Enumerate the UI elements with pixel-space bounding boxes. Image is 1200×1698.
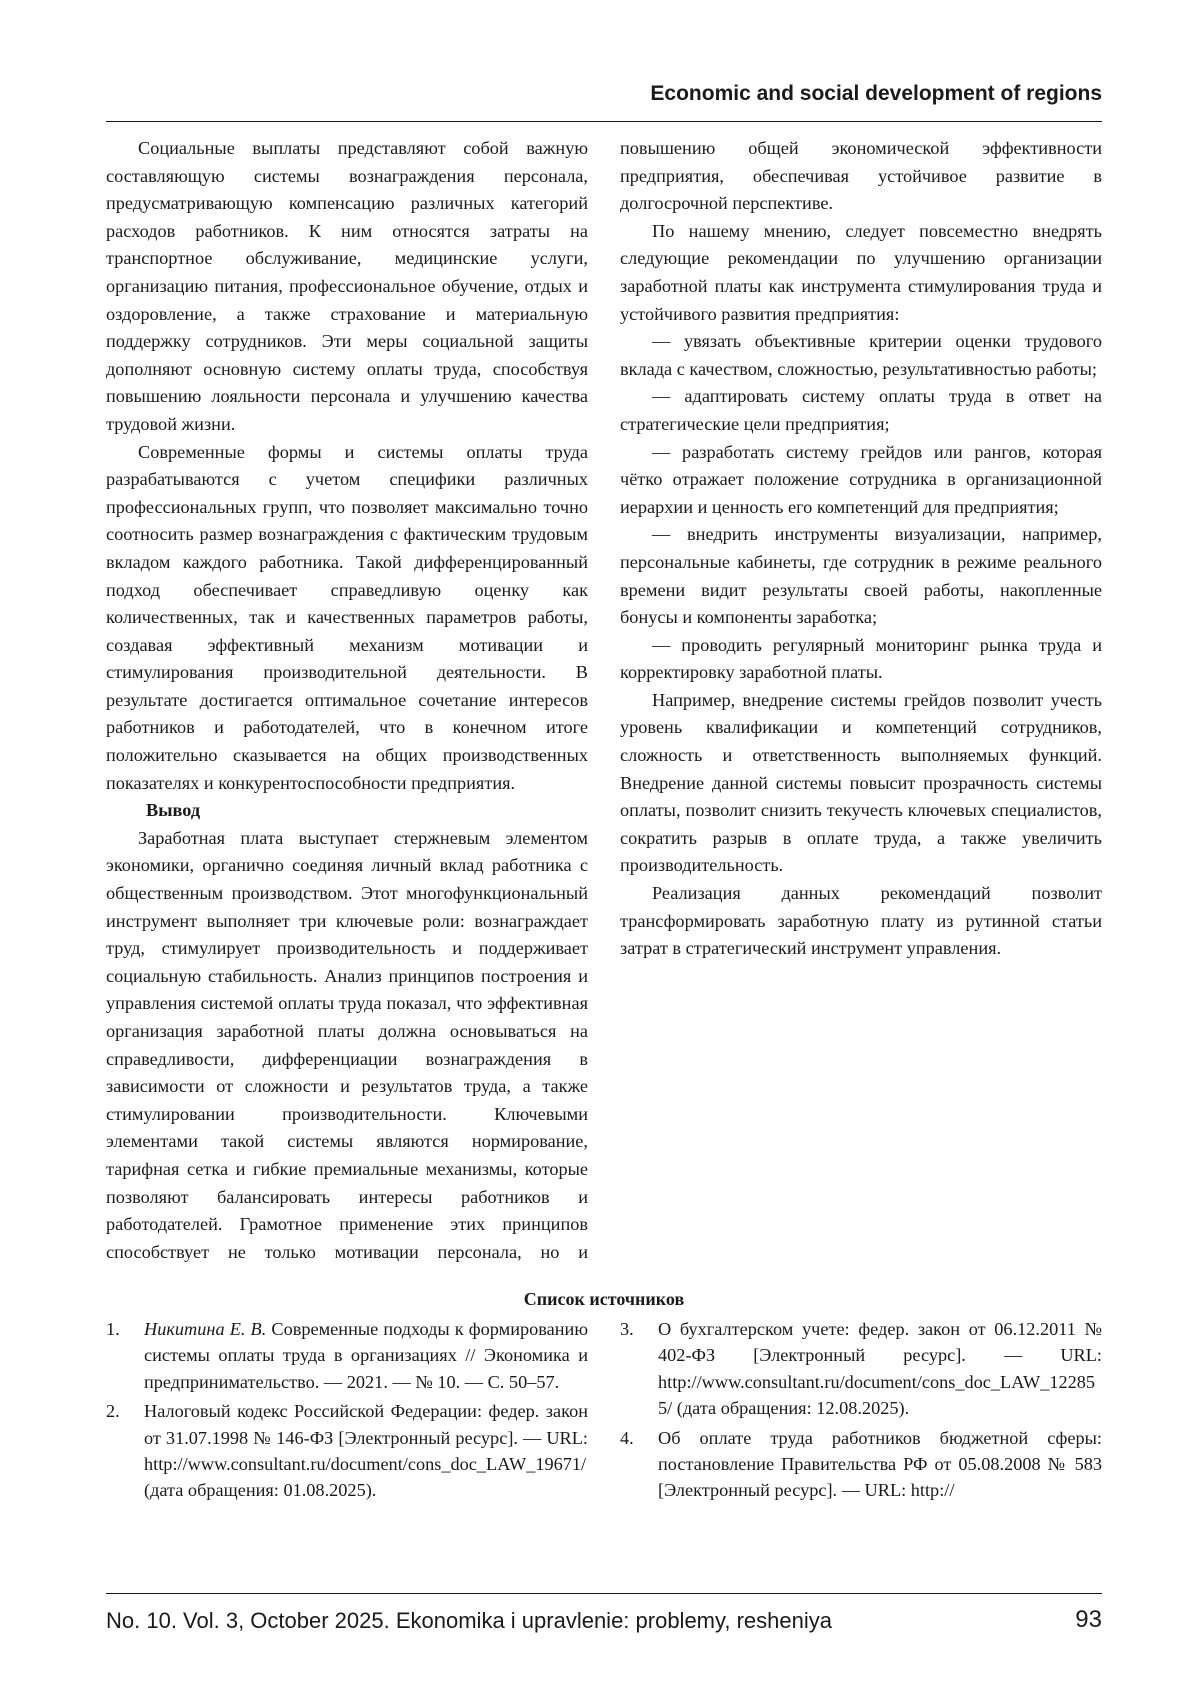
- reference-text: Современные подходы к формированию системы оплаты труда в организациях // Экономика и предпринимательство. — 2021. — № 10. — С. 50–57.: [144, 1319, 588, 1392]
- reference-text: Налоговый кодекс Российской Федерации: федер. закон от 31.07.1998 № 146-ФЗ [Электронный ресурс]. — URL: http://www.consultant.ru/document/cons_doc_LAW_19671/ (дата обращения: 01.08.2025).: [144, 1401, 588, 1501]
- conclusion-paragraph: Заработная плата выступает стержневым элементом экономики, органично соединяя личный вклад работника с общественным производством. Этот многофункциональный инструмент выполняет три ключевые роли: вознаграждает труд, стимулирует производительность и поддерживает социальную стабильность. Анализ принципов построения и управления системой оплаты труда показал, что эффективная организация заработной платы должна основываться на справедливости, дифференциации вознаграждения в зависимости от сложности и результатов труда, а также стимулировании производительности. Ключевыми элементами такой системы являются нормирование, тарифная сетка и гибкие премиальные механизмы, которые позволяют балансировать интересы работников и работодателей. Грамотное применение этих принципов способствует не только мотивации персонала, но и повышению общей экономической эффективности предприятия, обеспечивая устойчивое развитие в долгосрочной перспективе.: [106, 138, 1102, 1262]
- reference-number: 2.: [106, 1401, 120, 1422]
- references-list-right: [620, 1316, 1102, 1507]
- footer-citation: No. 10. Vol. 3, October 2025. Ekonomika i upravlenie: problemy, resheniya: [106, 1608, 832, 1633]
- recommendation-item: — проводить регулярный мониторинг рынка труда и корректировку заработной платы.: [620, 634, 1102, 683]
- closing-paragraph: Реализация данных рекомендаций позволит трансформировать заработную плату из рутинной статьи затрат в стратегический инструмент управления.: [620, 883, 1102, 959]
- conclusion-heading: Вывод: [146, 800, 201, 821]
- article-body: [106, 135, 1102, 1278]
- reference-item: [620, 1425, 1102, 1504]
- reference-text: Об оплате труда работников бюджетной сферы: постановление Правительства РФ от 05.08.2008 № 583 [Электронный ресурс]. — URL: http://: [658, 1427, 1102, 1501]
- reference-item: [106, 1398, 588, 1504]
- reference-number: 4.: [620, 1427, 634, 1448]
- recommendation-item: — внедрить инструменты визуализации, например, персональные кабинеты, где сотрудник в режиме реального времени видит результаты своей работы, накопленные бонусы и компоненты заработка;: [620, 524, 1102, 628]
- recommendation-item: — увязать объективные критерии оценки трудового вклада с качеством, сложностью, результативностью работы;: [620, 331, 1102, 379]
- recommendation-item: — адаптировать систему оплаты труда в ответ на стратегические цели предприятия;: [620, 386, 1102, 434]
- closing-paragraph: Например, внедрение системы грейдов позволит учесть уровень квалификации и компетенций сотрудников, сложность и ответственность выполняемых функций. Внедрение данной системы повысит прозрачность системы оплаты, позволит снизить текучесть ключевых специалистов, сократить разрыв в оплате труда, а также увеличить производительность.: [620, 689, 1102, 876]
- reference-number: 3.: [620, 1319, 634, 1339]
- conclusion-paragraph: По нашему мнению, следует повсеместно внедрять следующие рекомендации по улучшению организации заработной платы как инструмента стимулирования труда и устойчивого развития предприятия:: [620, 220, 1102, 324]
- reference-number: 1.: [106, 1319, 120, 1339]
- references-list-left: [106, 1316, 588, 1507]
- body-paragraph: Социальные выплаты представляют собой важную составляющую системы вознаграждения персонала, предусматривающую компенсацию различных категорий расходов работников. К ним относятся затраты на транспортное обслуживание, медицинские услуги, организацию питания, профессиональное обучение, отдых и оздоровление, а также страхование и материальную поддержку сотрудников. Эти меры социальной защиты дополняют основную систему оплаты труда, способствуя повышению лояльности персонала и улучшению качества трудовой жизни.: [106, 138, 588, 434]
- reference-text: О бухгалтерском учете: федер. закон от 06.12.2011 № 402-ФЗ [Электронный ресурс]. — URL: http://www.consultant.ru/document/cons_doc_LAW_122855/ (дата обращения: 12.08.2025).: [658, 1319, 1102, 1419]
- reference-item: [620, 1316, 1102, 1422]
- header-rule: [106, 121, 1102, 122]
- reference-author: Никитина Е. В.: [144, 1319, 267, 1339]
- running-header: Economic and social development of regions: [650, 82, 1102, 105]
- footer-rule: [106, 1593, 1102, 1594]
- recommendation-item: — разработать систему грейдов или рангов, которая чётко отражает положение сотрудника в организационной иерархии и ценность его компетенций для предприятия;: [620, 441, 1102, 517]
- references-title: Список источников: [523, 1289, 685, 1309]
- reference-item: [106, 1316, 588, 1395]
- page-number: 93: [1075, 1606, 1102, 1633]
- body-paragraph: Современные формы и системы оплаты труда разрабатываются с учетом специфики различных профессиональных групп, что позволяет максимально точно соотносить размер вознаграждения с фактическим трудовым вкладом каждого работника. Такой дифференцированный подход обеспечивает справедливую оценку как количественных, так и качественных параметров работы, создавая эффективный механизм мотивации и стимулирования производительной деятельности. В результате достигается оптимальное сочетание интересов работников и работодателей, что в конечном итоге положительно сказывается на общих производственных показателях и конкурентоспособности предприятия.: [106, 441, 588, 793]
